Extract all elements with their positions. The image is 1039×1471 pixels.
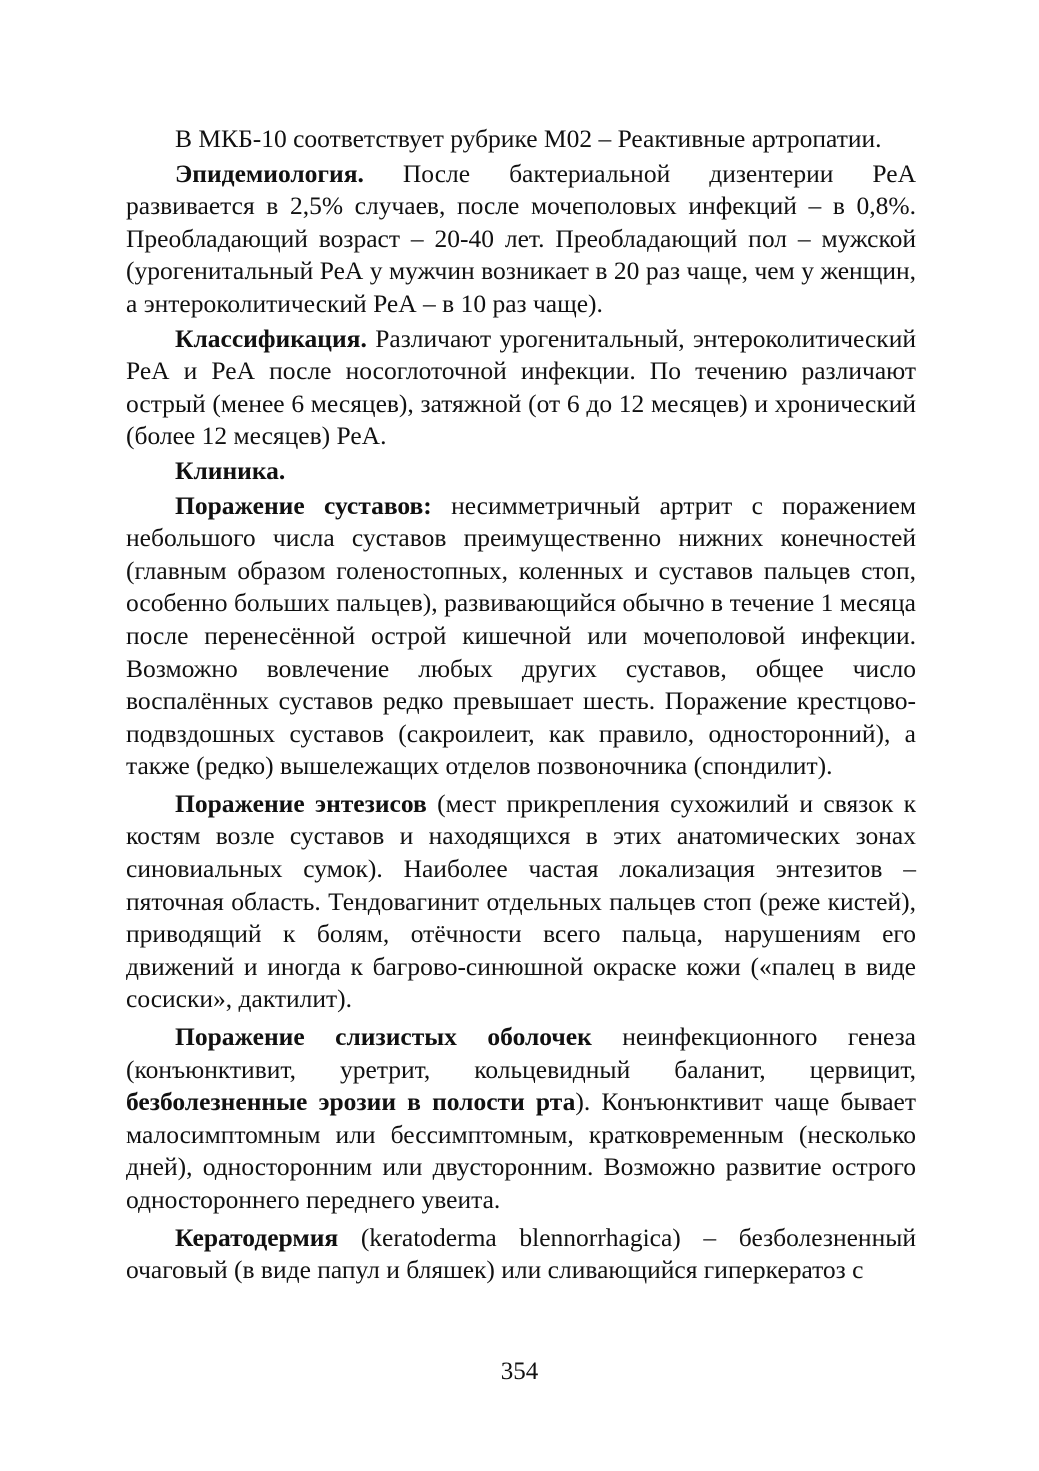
paragraph-classification — [126, 323, 916, 453]
mucosa-text-before: неинфекционного генеза (конъюнктивит, уретрит, кольцевидный баланит, цервицит, — [126, 1022, 916, 1084]
mucosa-heading: Поражение слизистых оболочек — [175, 1022, 592, 1052]
joints-heading: Поражение суставов: — [175, 490, 432, 520]
joints-text: несимметричный артрит с поражением небольшого числа суставов преимущественно нижних конечностей (главным образом голеностопных, коленных и суставов пальцев стоп, особенно больших пальцев), развивающийся обычно в течение 1 месяца после перенесённой острой кишечной или мочеполовой инфекции. Возможно вовлечение любых других суставов, общее число воспалённых суставов редко превышает шесть. Поражение крестцово-подвздошных суставов (сакроилеит, как правило, односторонний), а также (редко) вышележащих отделов позвоночника (спондилит). — [126, 490, 916, 781]
paragraph-clinic — [126, 455, 916, 488]
mucosa-text-after: ). Конъюнктивит чаще бывает малосимптомным или бессимптомным, кратковременным (несколько дней), односторонним или двусторонним. Возможно развитие острого одностороннего переднего увеита. — [126, 1087, 916, 1214]
keratoderma-text: (keratoderma blennorrhagica) – безболезненный очаговый (в виде папул и бляшек) или сливающийся гиперкератоз с — [126, 1222, 916, 1285]
classification-text: Различают урогенитальный, энтероколитический РеА и РеА после носоглоточной инфекции. По течению различают острый (менее 6 месяцев), затяжной (от 6 до 12 месяцев) и хронический (более 12 месяцев) РеА. — [126, 323, 916, 451]
classification-heading: Классификация. — [175, 323, 367, 353]
keratoderma-heading: Кератодермия — [175, 1222, 339, 1252]
page-body — [126, 123, 916, 1287]
mucosa-bold-inline: безболезненные эрозии в полости рта — [126, 1087, 576, 1117]
paragraph-mucosa — [126, 1021, 916, 1217]
paragraph-joints — [126, 490, 916, 783]
icd-text: В МКБ-10 соответствует рубрике М02 – Реактивные артропатии. — [175, 124, 882, 153]
paragraph-keratoderma — [126, 1222, 916, 1287]
paragraph-entheses — [126, 788, 916, 1016]
paragraph-epidemiology — [126, 158, 916, 321]
page-number: 354 — [500, 1358, 539, 1385]
entheses-heading: Поражение энтезисов — [175, 788, 427, 818]
clinic-heading: Клиника. — [175, 455, 286, 485]
entheses-text: (мест прикрепления сухожилий и связок к костям возле суставов и находящихся в этих анатомических зонах синовиальных сумок). Наиболее частая локализация энтезитов – пяточная область. Тендовагинит отдельных пальцев стоп (реже кистей), приводящий к болям, отёчности всего пальца, нарушениям его движений и иногда к багрово-синюшной окраске кожи («палец в виде сосиски», дактилит). — [126, 788, 916, 1014]
epidemiology-heading: Эпидемиология. — [175, 158, 364, 188]
paragraph-icd — [126, 123, 916, 156]
epidemiology-text: После бактериальной дизентерии РеА развивается в 2,5% случаев, после мочеполовых инфекций – в 0,8%. Преобладающий возраст – 20-40 лет. Преобладающий пол – мужской (урогенитальный РеА у мужчин возникает в 20 раз чаще, чем у женщин, а энтероколитический РеА – в 10 раз чаще). — [126, 158, 916, 318]
